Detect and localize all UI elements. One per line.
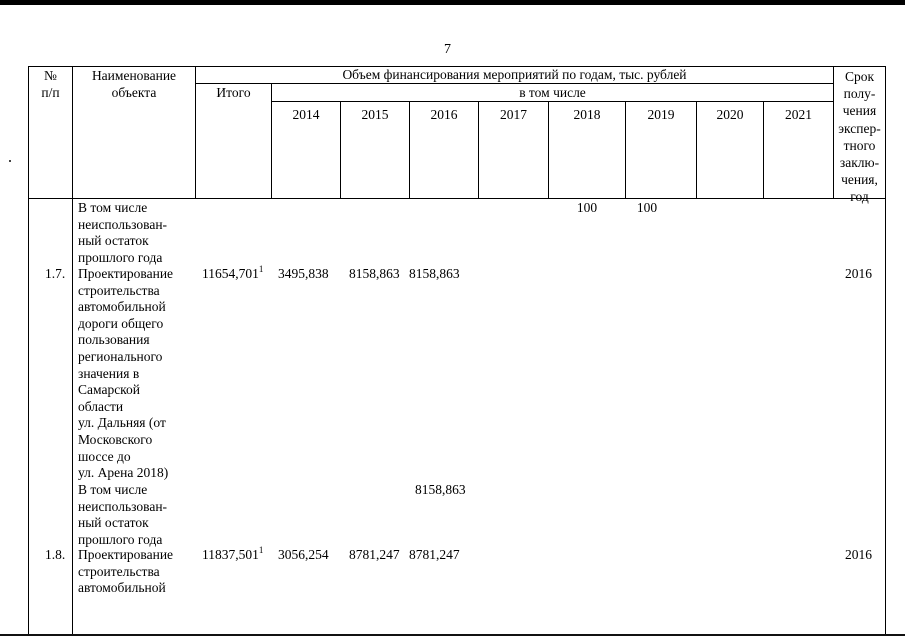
footnote-mark: 1 <box>258 545 264 555</box>
cell-total <box>202 547 263 564</box>
header-year-2017: 2017 <box>500 107 527 122</box>
cell-total <box>202 266 263 283</box>
header-year-2018: 2018 <box>573 107 601 122</box>
header-financing-volume: Объем финансирования мероприятий по годам, тыс. рублей <box>342 67 687 82</box>
scan-bottom-edge <box>0 634 905 636</box>
header-including: в том числе <box>519 85 586 100</box>
total-value: 11654,701 <box>202 266 259 281</box>
header-object-name: Наименование объекта <box>91 68 177 100</box>
page-number: 7 <box>444 42 451 57</box>
total-value: 11837,501 <box>202 547 259 562</box>
header-year-2019: 2019 <box>647 107 675 122</box>
cell-2018: 100 <box>576 200 598 215</box>
header-year-2015: 2015 <box>361 107 389 122</box>
header-total: Итого <box>216 85 251 100</box>
cell-2019: 100 <box>636 200 658 215</box>
cell-2016: 8781,247 <box>409 547 460 562</box>
cell-2016: 8158,863 <box>409 266 460 281</box>
cell-term: 2016 <box>845 547 872 562</box>
row-number: 1.8. <box>45 547 66 562</box>
cell-2015: 8781,247 <box>349 547 400 562</box>
header-term: Срок полу- чения экспер- тного заклю- чения, год <box>838 69 881 205</box>
row-name-unused-balance: В том числе неиспользован- ный остаток прошлого года <box>78 200 168 265</box>
cell-2014: 3056,254 <box>278 547 329 562</box>
cell-2015: 8158,863 <box>349 266 400 281</box>
header-number: № п/п <box>41 68 60 100</box>
row-name: Проектирование строительства автомобильной дороги общего пользования регионального значения в Самарской области ул. Дальняя (от Московского шоссе до ул. Арена 2018) <box>78 266 174 481</box>
cell-2014: 3495,838 <box>278 266 329 281</box>
header-year-2016: 2016 <box>430 107 458 122</box>
footnote-mark: 1 <box>258 264 264 274</box>
header-year-2020: 2020 <box>716 107 744 122</box>
row-name-unused-balance: В том числе неиспользован- ный остаток прошлого года <box>78 482 168 547</box>
cell-2016: 8158,863 <box>415 482 466 497</box>
header-year-2014: 2014 <box>292 107 320 122</box>
row-number: 1.7. <box>45 266 66 281</box>
header-year-2021: 2021 <box>785 107 812 122</box>
cell-term: 2016 <box>845 266 872 281</box>
row-name: Проектирование строительства автомобильной <box>78 547 174 596</box>
